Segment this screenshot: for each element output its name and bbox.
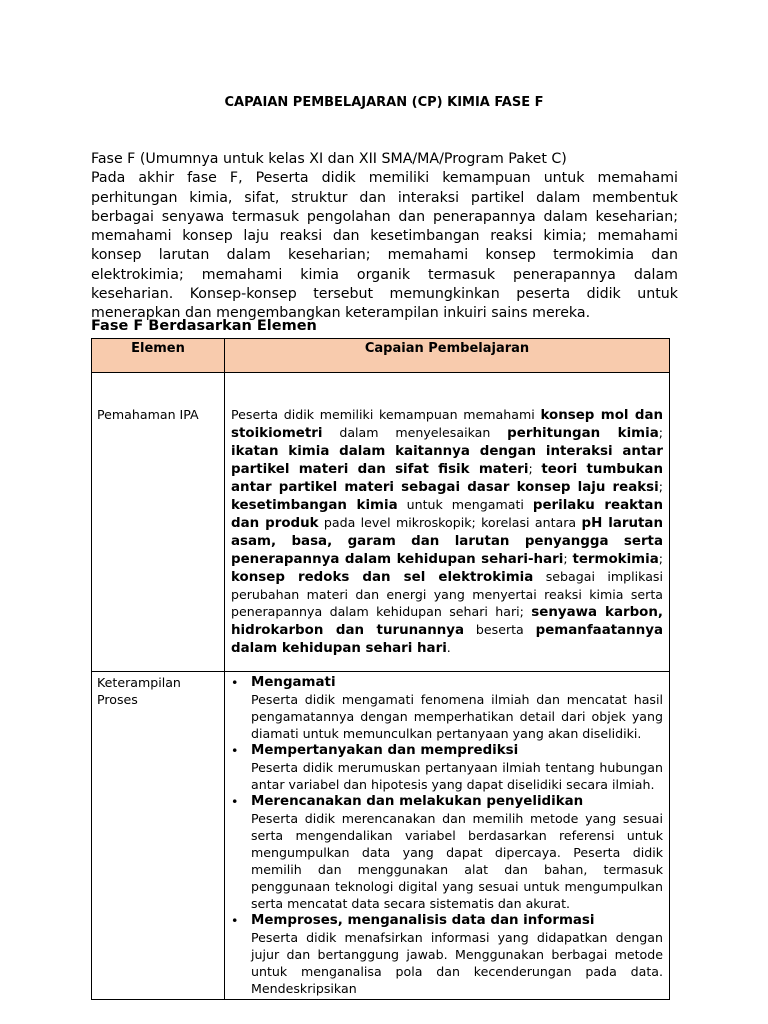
text-segment: ; <box>658 551 664 566</box>
bullet-icon: • <box>231 794 239 809</box>
item-heading: Mengamati <box>251 675 336 690</box>
bold-text-segment: pH larutan asam, basa, garam dan larutan penyangga serta penerapannya dalam kehidupan sehari-hari <box>231 516 664 567</box>
table-row-keterampilan <box>92 672 670 1000</box>
text-segment: dalam menyelesaikan <box>322 425 508 440</box>
list-item <box>231 912 663 997</box>
capaian-keterampilan <box>225 672 670 1000</box>
header-capaian: Capaian Pembelajaran <box>225 339 670 373</box>
bold-text-segment: teori tumbukan antar partikel materi sebagai dasar konsep laju reaksi <box>231 462 663 495</box>
capaian-pemahaman <box>225 373 670 672</box>
list-item <box>231 674 663 742</box>
bullet-icon: • <box>231 675 239 690</box>
text-segment: beserta <box>464 622 536 637</box>
document-title: CAPAIAN PEMBELAJARAN (CP) KIMIA FASE F <box>224 95 544 110</box>
intro-paragraph: Pada akhir fase F, Peserta didik memiliki kemampuan untuk memahami perhitungan kimia, sifat, struktur dan interaksi partikel dalam membentuk berbagai senyawa termasuk pengolahan dan penerapannya dalam keseharian; memahami konsep laju reaksi dan kesetimbangan reaksi kimia; memahami konsep larutan dalam keseharian; memahami konsep termokimia dan elektrokimia; memahami kimia organik termasuk penerapannya dalam keseharian. Konsep-konsep tersebut memungkinkan peserta didik untuk menerapkan dan mengembangkan keterampilan inkuiri sains mereka. <box>91 170 678 322</box>
item-description: Peserta didik menafsirkan informasi yang didapatkan dengan jujur dan bertanggung jawab. Menggunakan berbagai metode untuk menganalisa pola dan kecenderungan pada data. Mendeskripsikan <box>251 930 663 996</box>
text-segment: pada level mikroskopik; korelasi antara <box>318 515 582 530</box>
bullet-icon: • <box>231 913 239 928</box>
bold-text-segment: perilaku reaktan dan produk <box>231 498 664 531</box>
bold-text-segment: konsep mol dan stoikiometri <box>231 408 664 441</box>
bold-text-segment: termokimia <box>572 552 659 567</box>
item-description: Peserta didik mengamati fenomena ilmiah dan mencatat hasil pengamatannya dengan memperhatikan detail dari objek yang diamati untuk memunculkan pertanyaan yang akan diselidiki. <box>251 692 663 741</box>
fase-line: Fase F (Umumnya untuk kelas XI dan XII SMA/MA/Program Paket C) <box>91 151 567 167</box>
text-segment: untuk mengamati <box>397 497 533 512</box>
text-segment: sebagai implikasi perubahan materi dan energi yang menyertai reaksi kimia serta penerapannya dalam kehidupan sehari hari; <box>231 569 663 619</box>
intro-block <box>91 150 678 324</box>
section-heading: Fase F Berdasarkan Elemen <box>91 318 317 334</box>
list-item <box>231 793 663 912</box>
text-segment: ; <box>658 425 663 440</box>
table-row-pemahaman <box>92 373 670 672</box>
item-heading: Merencanakan dan melakukan penyelidikan <box>251 794 584 809</box>
pemahaman-description <box>231 406 663 657</box>
bold-text-segment: kesetimbangan kimia <box>231 498 398 513</box>
bold-text-segment: senyawa karbon, hidrokarbon dan turunannya <box>231 605 663 638</box>
bold-text-segment: pemanfaatannya dalam kehidupan sehari hari <box>231 623 663 656</box>
text-segment: . <box>446 640 451 655</box>
table-header-row <box>92 339 670 373</box>
bullet-icon: • <box>231 743 239 758</box>
text-segment: ; <box>563 551 573 566</box>
item-heading: Mempertanyakan dan memprediksi <box>251 743 519 758</box>
text-segment: ; <box>658 479 663 494</box>
bold-text-segment: ikatan kimia dalam kaitannya dengan interaksi antar partikel materi dan sifat fisik materi <box>231 444 663 477</box>
header-elemen: Elemen <box>92 339 225 373</box>
item-description: Peserta didik merumuskan pertanyaan ilmiah tentang hubungan antar variabel dan hipotesis yang dapat diselidiki secara ilmiah. <box>251 760 663 792</box>
bold-text-segment: konsep redoks dan sel elektrokimia <box>231 570 534 585</box>
bold-text-segment: perhitungan kimia <box>507 426 659 441</box>
item-description: Peserta didik merencanakan dan memilih metode yang sesuai serta mengendalikan variabel berdasarkan referensi untuk mengumpulkan data yang dapat dipercaya. Peserta didik memilih dan menggunakan alat dan bahan, termasuk penggunaan teknologi digital yang sesuai untuk mengumpulkan serta mencatat data secara sistematis dan akurat. <box>251 811 663 911</box>
elemen-keterampilan: Keterampilan Proses <box>92 672 225 1000</box>
text-segment: Peserta didik memiliki kemampuan memahami <box>231 407 541 422</box>
elements-table <box>91 338 670 1000</box>
list-item <box>231 742 663 793</box>
text-segment: ; <box>528 461 542 476</box>
elemen-pemahaman: Pemahaman IPA <box>92 373 225 672</box>
item-heading: Memproses, menganalisis data dan informasi <box>251 913 595 928</box>
